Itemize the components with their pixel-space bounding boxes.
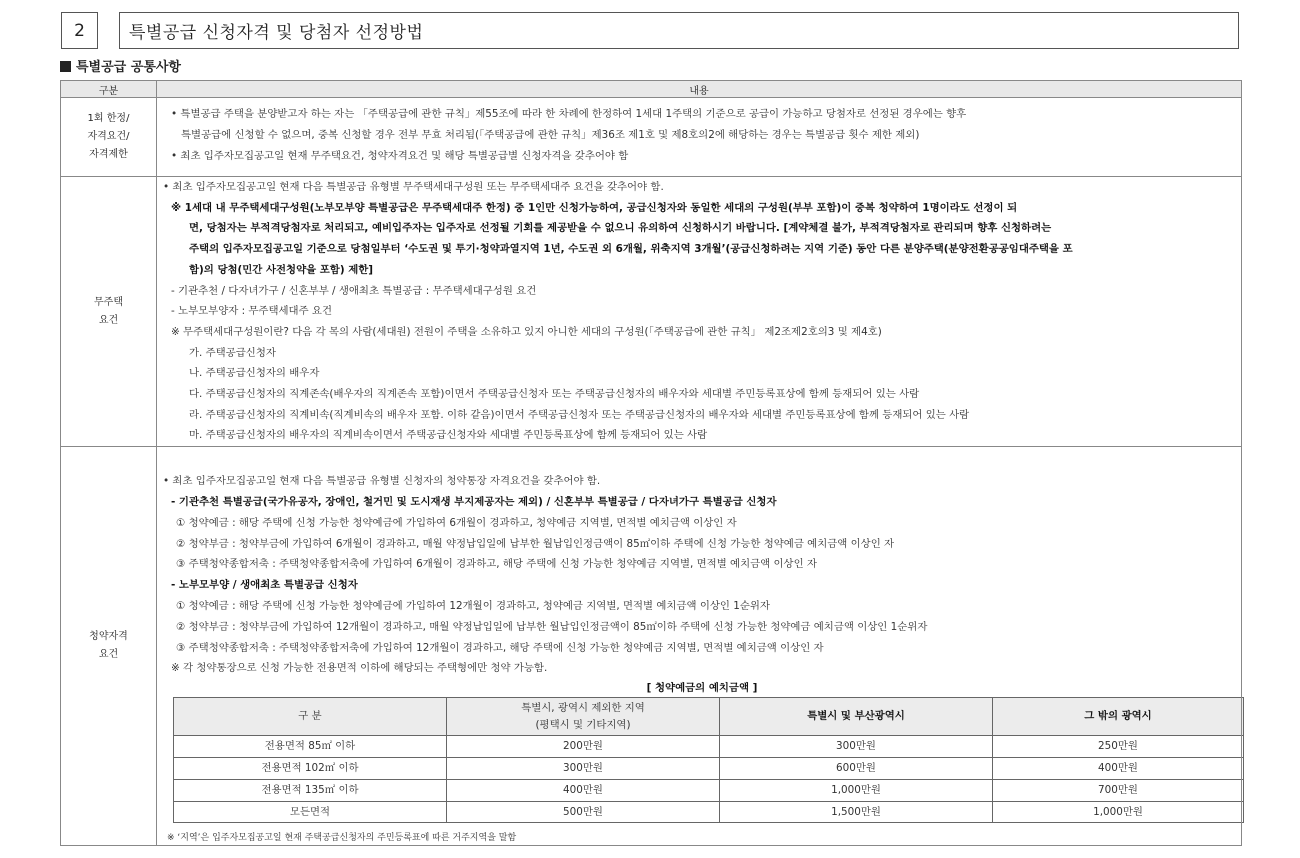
content-line: 함)의 당첨(민간 사전청약을 포함) 제한] <box>189 263 374 276</box>
deposit-cell: 전용면적 135㎡ 이하 <box>174 779 447 801</box>
content-line: 다. 주택공급신청자의 직계존속(배우자의 직계존속 포함)이면서 주택공급신청자 또는 주택공급신청자의 배우자와 세대별 주민등록표상에 함께 등재되어 있는 사람 <box>189 388 920 401</box>
deposit-cell: 1,000만원 <box>720 779 993 801</box>
square-bullet-icon <box>60 61 71 72</box>
table-row <box>61 447 1242 846</box>
deposit-row <box>174 801 1244 823</box>
content-line: 면, 당첨자는 부적격당첨자로 처리되고, 예비입주자는 입주자로 선정될 기회를 제공받을 수 없으니 유의하여 신청하시기 바랍니다. [계약체결 불가, 부적격당첨자로 관리되며 향후 신청하려는 <box>189 222 1052 235</box>
deposit-cell: 1,000만원 <box>993 801 1244 823</box>
deposit-row <box>174 779 1244 801</box>
deposit-header-row <box>174 698 1244 736</box>
category-line: 요건 <box>98 649 119 661</box>
content-line: • 최초 입주자모집공고일 현재 무주택요건, 청약자격요건 및 해당 특별공급별 신청자격을 갖추어야 함 <box>171 150 629 162</box>
deposit-cell: 1,500만원 <box>720 801 993 823</box>
table-row <box>61 177 1242 447</box>
deposit-cell: 모든면적 <box>174 801 447 823</box>
table-row <box>61 98 1242 177</box>
category-line: 청약자격 <box>89 631 128 643</box>
row-content <box>157 98 1242 177</box>
content-line: 가. 주택공급신청자 <box>189 346 276 359</box>
deposit-cell: 전용면적 102㎡ 이하 <box>174 757 447 779</box>
row-category <box>61 447 157 846</box>
content-line: ※ 각 청약통장으로 신청 가능한 전용면적 이하에 해당되는 주택형에만 청약 가능함. <box>171 662 548 675</box>
row-category <box>61 98 157 177</box>
content-line: ③ 주택청약종합저축 : 주택청약종합저축에 가입하여 6개월이 경과하고, 해당 주택에 신청 가능한 청약예금 지역별, 면적별 예치금액 이상인 자 <box>176 558 817 571</box>
category-line: 1회 한정/ <box>87 113 130 124</box>
row-content <box>157 177 1242 447</box>
content-line: 마. 주택공급신청자의 배우자의 직계비속이면서 주택공급신청자와 세대별 주민등록표상에 함께 등재되어 있는 사람 <box>189 429 708 442</box>
category-line: 자격제한 <box>89 149 128 160</box>
content-line: ※ 무주택세대구성원이란? 다음 각 목의 사람(세대원) 전원이 주택을 소유하고 있지 아니한 세대의 구성원(「주택공급에 관한 규칙」 제2조제2호의3 및 제4호) <box>171 325 882 338</box>
category-line: 자격요건/ <box>87 131 130 142</box>
content-line: 라. 주택공급신청자의 직계비속(직계비속의 배우자 포함. 이하 같음)이면서 주택공급신청자 또는 주택공급신청자의 배우자와 세대별 주민등록표상에 함께 등재되어 있는 사람 <box>189 408 970 421</box>
content-line: • 최초 입주자모집공고일 현재 다음 특별공급 유형별 무주택세대구성원 또는 무주택세대주 요건을 갖추어야 함. <box>163 181 664 193</box>
content-line: - 기관추천 특별공급(국가유공자, 장애인, 철거민 및 도시재생 부지제공자는 제외) / 신혼부부 특별공급 / 다자녀가구 특별공급 신청자 <box>171 495 777 508</box>
row-content <box>157 447 1242 846</box>
deposit-cell: 700만원 <box>993 779 1244 801</box>
content-line: - 노부모부양자 : 무주택세대주 요건 <box>171 305 332 318</box>
content-line: • 최초 입주자모집공고일 현재 다음 특별공급 유형별 신청자의 청약통장 자격요건을 갖추어야 함. <box>163 475 601 488</box>
content-line: ※ 1세대 내 무주택세대구성원(노부모부양 특별공급은 무주택세대주 한정) 중 1인만 신청가능하여, 공급신청자와 동일한 세대의 구성원(부부 포함)이 중복 청약하여 1명이라도 선정이 되 <box>171 201 1018 214</box>
deposit-cell: 600만원 <box>720 757 993 779</box>
deposit-cell: 전용면적 85㎡ 이하 <box>174 736 447 758</box>
deposit-cell: 400만원 <box>447 779 720 801</box>
deposit-cell: 200만원 <box>447 736 720 758</box>
header-content: 내용 <box>157 81 1242 98</box>
content-line: - 기관추천 / 다자녀가구 / 신혼부부 / 생애최초 특별공급 : 무주택세대구성원 요건 <box>171 284 537 297</box>
footnote: ※ ‘지역’은 입주자모집공고일 현재 주택공급신청자의 주민등록표에 따른 거주지역을 말함 <box>167 833 517 844</box>
section-header <box>61 12 424 49</box>
deposit-table-title: [ 청약예금의 예치금액 ] <box>646 682 758 695</box>
deposit-header-line: 특별시, 광역시 제외한 지역 <box>521 701 645 714</box>
header-category: 구분 <box>61 81 157 98</box>
category-line: 무주택 <box>94 296 123 308</box>
deposit-header-category: 구 분 <box>174 698 447 736</box>
content-line: 주택의 입주자모집공고일 기준으로 당첨일부터 ‘수도권 및 투기·청약과열지역 1년, 수도권 외 6개월, 위축지역 3개월’(공급신청하려는 지역 기준) 동안 다른 분양주택(분양전환공공임대주택을 포 <box>189 243 1073 256</box>
deposit-table <box>173 697 1244 823</box>
content-line: 나. 주택공급신청자의 배우자 <box>189 367 320 380</box>
content-line: ① 청약예금 : 해당 주택에 신청 가능한 청약예금에 가입하여 12개월이 경과하고, 청약예금 지역별, 면적별 예치금액 이상인 1순위자 <box>176 599 770 612</box>
category-line: 요건 <box>98 314 119 326</box>
deposit-header-line: (평택시 및 기타지역) <box>535 718 631 731</box>
section-title: 특별공급 신청자격 및 당첨자 선정방법 <box>119 12 1239 49</box>
content-line: ② 청약부금 : 청약부금에 가입하여 6개월이 경과하고, 매월 약정납입일에 납부한 월납입인정금액이 85㎡이하 주택에 신청 가능한 청약예금 예치금액 이상인 자 <box>176 537 895 550</box>
subtitle-text: 특별공급 공통사항 <box>76 60 181 75</box>
content-line: • 특별공급 주택을 분양받고자 하는 자는 「주택공급에 관한 규칙」제55조에 따라 한 차례에 한정하여 1세대 1주택의 기준으로 공급이 가능하고 당첨자로 선정된 경우에는 향후 <box>171 108 967 120</box>
deposit-row <box>174 736 1244 758</box>
content-line: 특별공급에 신청할 수 없으며, 중복 신청할 경우 전부 무효 처리됨(「주택공급에 관한 규칙」제36조 제1호 및 제8호의2에 해당하는 경우는 특별공급 횟수 제한 제외) <box>181 129 920 141</box>
row-category <box>61 177 157 447</box>
content-line: ② 청약부금 : 청약부금에 가입하여 12개월이 경과하고, 매월 약정납입일에 납부한 월납입인정금액이 85㎡이하 주택에 신청 가능한 청약예금 예치금액 이상인 1순위자 <box>176 620 928 633</box>
deposit-cell: 300만원 <box>447 757 720 779</box>
subtitle <box>60 56 181 75</box>
deposit-header-other-region <box>447 698 720 736</box>
special-supply-table <box>60 80 1242 846</box>
section-number: 2 <box>61 12 98 49</box>
deposit-cell: 300만원 <box>720 736 993 758</box>
deposit-row <box>174 757 1244 779</box>
deposit-header-metro: 그 밖의 광역시 <box>993 698 1244 736</box>
deposit-cell: 500만원 <box>447 801 720 823</box>
content-line: ① 청약예금 : 해당 주택에 신청 가능한 청약예금에 가입하여 6개월이 경과하고, 청약예금 지역별, 면적별 예치금액 이상인 자 <box>176 516 737 529</box>
deposit-cell: 250만원 <box>993 736 1244 758</box>
table-header-row <box>61 81 1242 98</box>
content-line: - 노부모부양 / 생애최초 특별공급 신청자 <box>171 579 358 592</box>
deposit-header-seoul-busan: 특별시 및 부산광역시 <box>720 698 993 736</box>
deposit-cell: 400만원 <box>993 757 1244 779</box>
content-line: ③ 주택청약종합저축 : 주택청약종합저축에 가입하여 12개월이 경과하고, 해당 주택에 신청 가능한 청약예금 지역별, 면적별 예치금액 이상인 자 <box>176 641 824 654</box>
